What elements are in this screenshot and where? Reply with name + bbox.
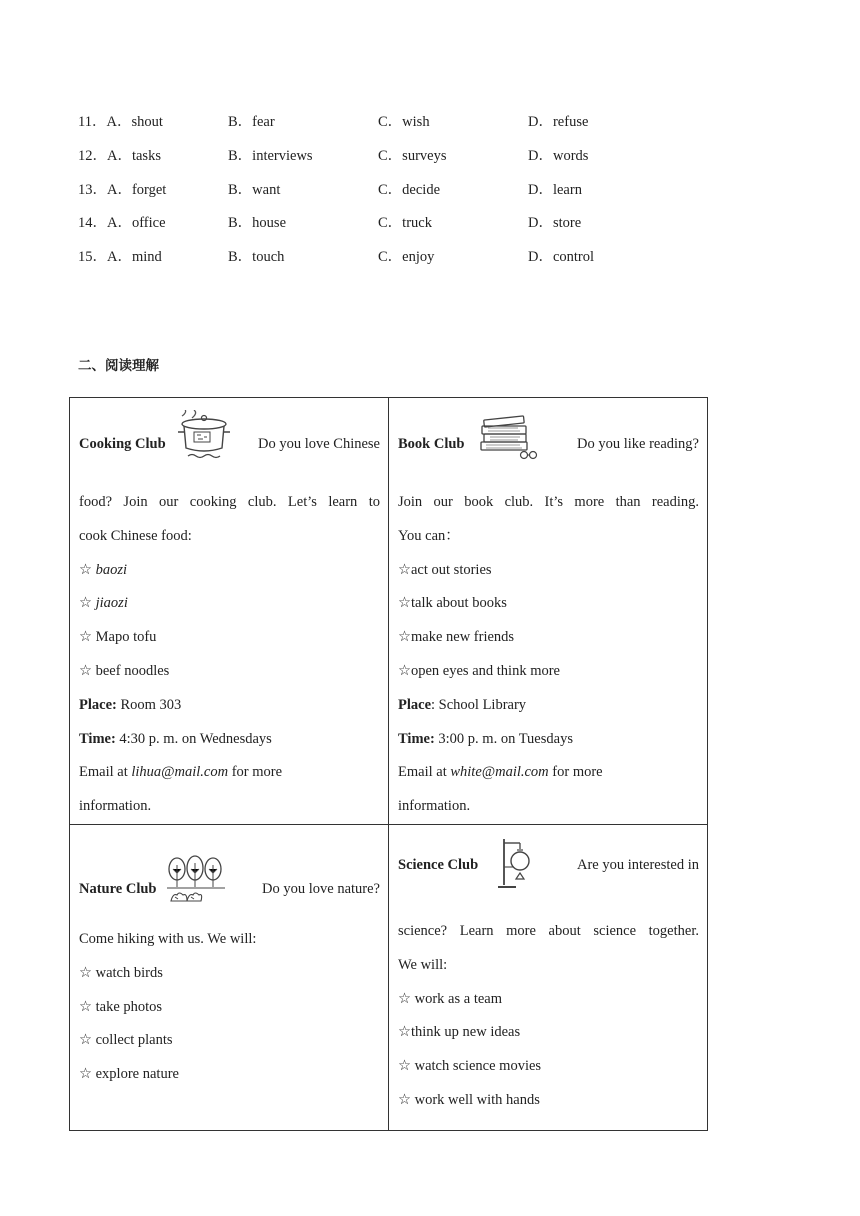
question-12-c: C．surveys <box>378 147 447 164</box>
list-item: ☆ baozi <box>79 561 128 578</box>
question-14-b: B．house <box>228 215 286 232</box>
book-club-header <box>398 406 699 482</box>
question-13-a: 13．A．forget <box>78 181 167 198</box>
list-item: ☆ jiaozi <box>79 595 128 612</box>
cooking-pot-icon <box>174 410 232 476</box>
flask-stand-icon <box>496 835 536 905</box>
question-14-d: D．store <box>528 215 582 232</box>
nature-club-header <box>79 845 380 921</box>
time-value: 4:30 p. m. on Wednesdays <box>115 730 272 747</box>
club-question: Do you like reading? <box>576 436 699 452</box>
place-label: Place: <box>79 696 117 713</box>
club-name: Nature Club <box>79 880 157 897</box>
club-place <box>79 689 380 723</box>
club-name: Science Club <box>398 856 479 873</box>
section-title: 二、阅读理解 <box>78 358 159 374</box>
list-item: ☆ collect plants <box>79 1032 173 1049</box>
question-12-b: B．interviews <box>228 147 313 164</box>
time-value: 3:00 p. m. on Tuesdays <box>434 730 573 747</box>
list-item: ☆make new friends <box>398 629 515 646</box>
list-item: ☆ take photos <box>79 998 163 1015</box>
question-13-b: B．want <box>228 181 281 198</box>
question-15-d: D．control <box>528 249 595 266</box>
question-11-c: C．wish <box>378 114 430 130</box>
club-time <box>79 723 380 757</box>
list-item: ☆open eyes and think more <box>398 662 560 679</box>
cooking-club-cell <box>70 398 389 825</box>
club-name: Cooking Club <box>79 436 166 452</box>
list-item: ☆ explore nature <box>79 1066 179 1083</box>
place-label: Place <box>398 696 432 713</box>
club-question: Do you love nature? <box>262 880 380 897</box>
place-value: : School Library <box>431 696 527 713</box>
email-prefix: Email at <box>79 764 132 781</box>
club-intro: food? Join our cooking club. Let’s learn to <box>79 494 380 510</box>
list-item: ☆ watch birds <box>79 964 163 981</box>
club-intro: Come hiking with us. We will: <box>79 930 257 947</box>
club-email <box>79 756 380 790</box>
club-email <box>398 756 699 790</box>
email-prefix: Email at <box>398 764 451 781</box>
question-14-a: 14．A．office <box>78 215 166 232</box>
club-email-end: information. <box>398 798 471 815</box>
question-12-a: 12．A．tasks <box>78 147 161 164</box>
science-club-cell <box>389 824 708 1130</box>
time-label: Time: <box>398 730 435 747</box>
list-item-text: jiaozi <box>95 595 128 612</box>
club-email-end: information. <box>79 798 152 815</box>
time-label: Time: <box>79 730 116 747</box>
question-11-b: B．fear <box>228 114 275 130</box>
clubs-table <box>69 397 708 1131</box>
question-13-d: D．learn <box>528 181 582 198</box>
list-item-text: baozi <box>95 561 128 578</box>
question-11-d: D．refuse <box>528 114 589 130</box>
club-intro-2: We will: <box>398 956 448 973</box>
email-link[interactable]: white@mail.com <box>450 764 549 781</box>
club-intro-2: You can： <box>398 527 460 544</box>
club-intro: Join our book club. It’s more than reading. <box>398 494 699 510</box>
question-15-a: 15．A．mind <box>78 249 162 266</box>
email-link[interactable]: lihua@mail.com <box>131 764 229 781</box>
club-intro: science? Learn more about science together. <box>398 922 699 939</box>
question-11-a: 11．A．shout <box>78 114 163 130</box>
book-club-cell <box>389 398 708 825</box>
list-item: ☆ beef noodles <box>79 662 170 679</box>
club-question: Are you interested in <box>576 856 699 873</box>
list-item: ☆act out stories <box>398 561 492 578</box>
email-suffix: for more <box>228 764 283 781</box>
cooking-club-header <box>79 406 380 482</box>
club-name: Book Club <box>398 436 465 452</box>
club-time <box>398 723 699 757</box>
books-glasses-icon <box>478 412 540 474</box>
place-value: Room 303 <box>116 696 182 713</box>
list-item: ☆ work as a team <box>398 990 502 1007</box>
question-15-c: C．enjoy <box>378 249 435 266</box>
club-question: Do you love Chinese <box>257 436 380 452</box>
trees-icon <box>165 855 227 923</box>
list-item: ☆ Mapo tofu <box>79 629 157 646</box>
nature-club-cell <box>70 824 389 1130</box>
club-place <box>398 689 699 723</box>
science-club-header <box>398 835 699 909</box>
list-item: ☆think up new ideas <box>398 1024 521 1041</box>
question-13-c: C．decide <box>378 181 441 198</box>
question-15-b: B．touch <box>228 249 285 266</box>
question-12-d: D．words <box>528 147 589 164</box>
list-item: ☆talk about books <box>398 595 507 612</box>
email-suffix: for more <box>548 764 603 781</box>
list-item: ☆ work well with hands <box>398 1091 540 1108</box>
list-item: ☆ watch science movies <box>398 1058 542 1075</box>
club-intro-2: cook Chinese food: <box>79 527 192 544</box>
question-14-c: C．truck <box>378 215 432 232</box>
